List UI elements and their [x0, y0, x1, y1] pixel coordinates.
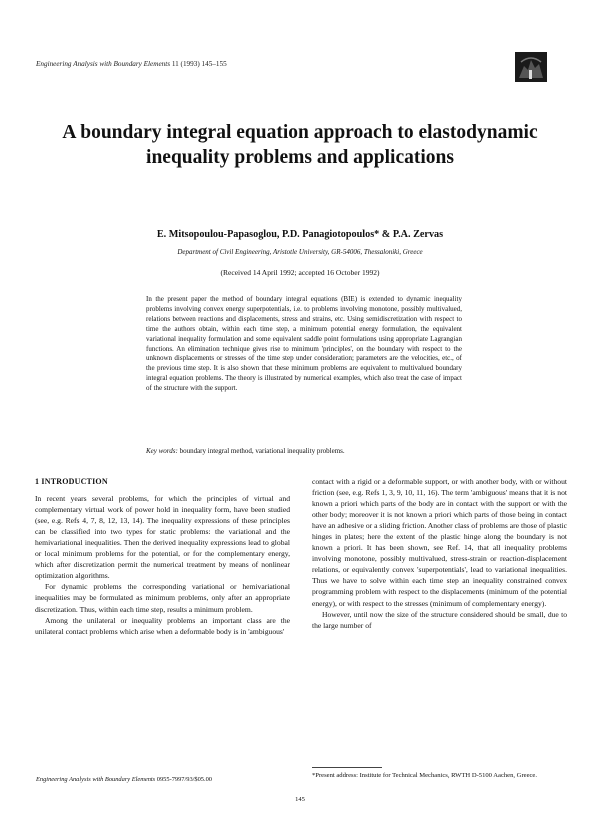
article-title: A boundary integral equation approach to elastodynamic inequality problems and applications: [62, 122, 538, 168]
page-number: 145: [295, 796, 305, 803]
keywords: [146, 447, 462, 455]
footer-issn-price: 0955-7997/93/$05.00: [156, 776, 212, 783]
journal-name: Engineering Analysis with Boundary Elements: [36, 60, 171, 68]
paragraph: For dynamic problems the corresponding variational or hemivariational inequalities may be formulated as minimum problems, only after an appropriate discretization. Thus, within each time step, results a minimum problem.: [35, 582, 290, 614]
keywords-label: Key words:: [146, 447, 178, 455]
footer-journal-name: Engineering Analysis with Boundary Elements: [36, 776, 156, 783]
abstract: In the present paper the method of boundary integral equations (BIE) is extended to dynamic inequality problems involving convex energy superpotentials, i.e. to problems involving monotone, possibly multivalued, relations between reactions and displacements, stress and strains, etc. Using semidiscretization with respect to time the authors obtain, within each time step, a minimum potential energy formulation, the equivalent variational inequality formulation and some equivalent saddle point formulations using appropriate Lagrangian functions. An elimination technique gives rise to minimum 'principles', on the boundary with respect to the unknown displacements or stresses of the time step under consideration; parameters are the velocities, etc., of the previous time step. It is also shown that these minimum problems are equivalent to multivalued boundary integral equation problems. The theory is illustrated by numerical examples, which also treat the case of impact of the structure with the support.: [146, 295, 462, 393]
section-heading: 1 INTRODUCTION: [35, 477, 108, 486]
journal-footer: [36, 776, 212, 783]
footnote-divider: [312, 767, 382, 768]
publisher-logo-icon: [515, 52, 547, 82]
paragraph: However, until now the size of the structure considered should be small, due to the large number of: [312, 609, 567, 630]
keywords-text: boundary integral method, variational inequality problems.: [179, 447, 345, 455]
received-dates: (Received 14 April 1992; accepted 16 October 1992): [220, 268, 380, 277]
authors: E. Mitsopoulou-Papasoglou, P.D. Panagiotopoulos* & P.A. Zervas: [156, 229, 444, 240]
affiliation: Department of Civil Engineering, Aristotle University, GR-54006, Thessaloniki, Greece: [177, 248, 423, 256]
paragraph: Among the unilateral or inequality problems an important class are the unilateral contact problems which arise when a deformable body is in 'ambiguous': [35, 615, 290, 636]
paragraph: In recent years several problems, for which the principles of virtual and complementary virtual work of power hold in inequality form, have been studied (see, e.g. Refs 4, 7, 8, 12, 13, 14). The inequality expressions of these principles can be classified into two types for static problems: the variational and the hemivariational inequalities. Then the derived inequality expressions lead to global or local minimum problems for the potential, or for the complementary energy, which after discretization permit the numerical treatment by means of nonlinear optimization algorithms.: [35, 494, 290, 581]
footnote: *Present address: Institute for Technical Mechanics, RWTH D-5100 Aachen, Greece.: [312, 772, 537, 779]
paragraph: contact with a rigid or a deformable support, or with another body, with or without friction (see, e.g. Refs 1, 3, 9, 10, 11, 16). The term 'ambiguous' means that it is not known a priori which parts of the body are in contact with the support or with the other body; moreover it is not known a priori which parts of those being in contact have an adhesive or a sliding friction. Another class of problems are those of plastic hinges in plates; here the extent of the plastic hinge along the boundary is not known a priori. It has been shown, see Ref. 14, that all inequality problems involving monotone, possibly multivalued, stress-strain or reaction-displacement relations, or equivalently convex 'superpotentials', lead to variational inequalities. Thus we have to solve within each time step an inequality constrained convex programming problem with respect to the displacements (minimum of the potential energy), or with respect to the stresses (minimum of complementary energy).: [312, 477, 567, 608]
left-column: [35, 476, 290, 637]
journal-citation: 11 (1993) 145–155: [171, 60, 227, 68]
journal-header: [36, 60, 227, 68]
right-column: [312, 476, 567, 631]
